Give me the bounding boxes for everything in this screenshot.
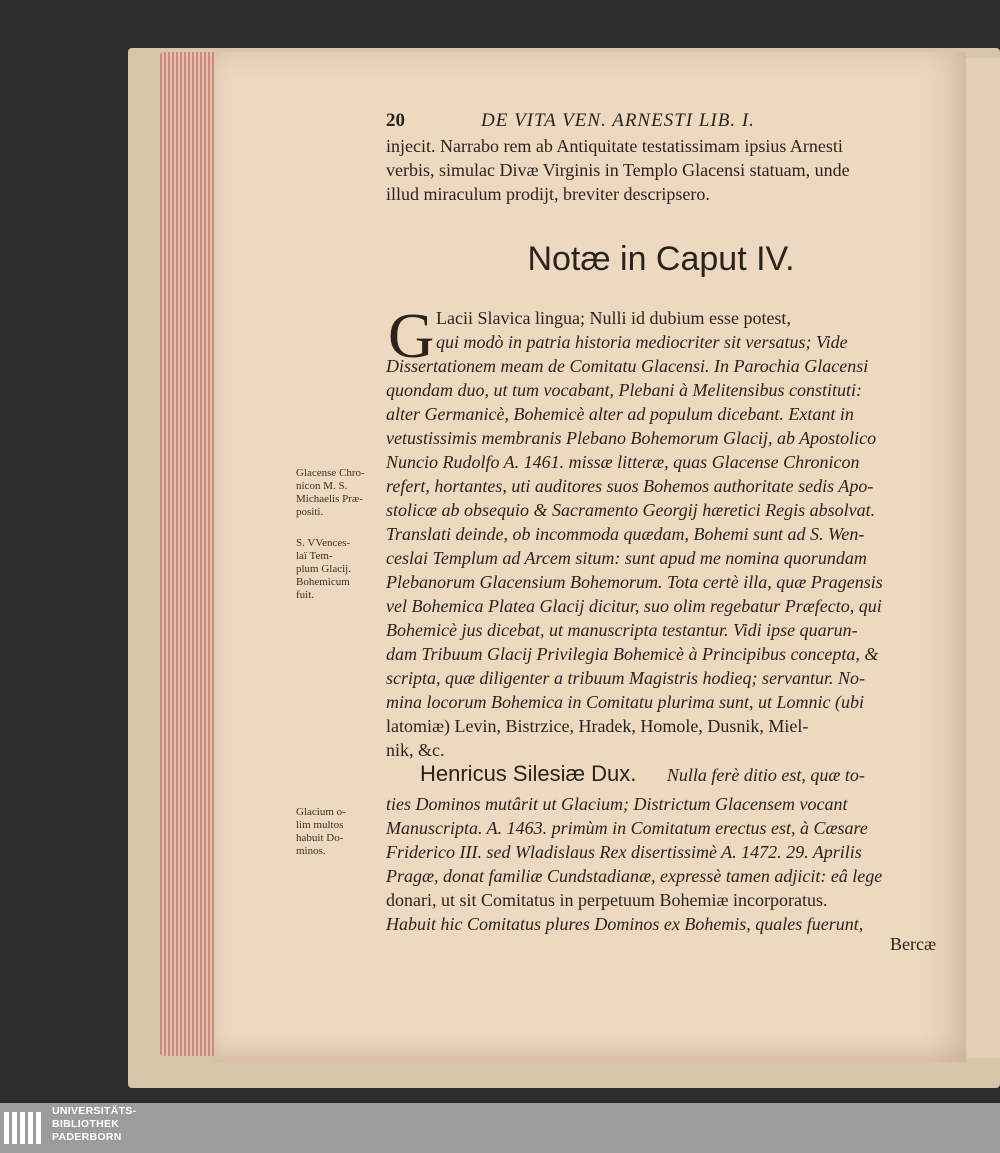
drop-cap: G [388,300,435,371]
page-edges [160,52,220,1056]
body-line: vetustissimis membranis Plebano Bohemorum Glacij, ab Apostolico [386,428,877,448]
body-line: Dissertationem meam de Comitatu Glacensi. In Parochia Glacensi [386,356,869,376]
catchword: Bercæ [890,934,936,954]
margin-note [296,537,378,602]
body-line: ceslai Templum ad Arcem situm: sunt apud me nomina quorundam [386,548,867,568]
body-line: scripta, quæ diligenter a tribuum Magistris hodieq; servantur. No- [386,668,865,688]
margin-line: S. VVences- [296,537,351,549]
intro-line: injecit. Narrabo rem ab Antiquitate testatissimam ipsius Arnesti [386,136,843,156]
intro-line: illud miraculum prodijt, breviter descripsero. [386,184,710,204]
subsection-lead: Nulla ferè ditio est, quæ to- [666,765,865,785]
body-line: nik, &c. [386,740,445,760]
library-logo-icon [4,1112,48,1144]
library-footer [0,1103,1000,1153]
margin-line: plum Glacij. [296,563,351,575]
body-line: mina locorum Bohemica in Comitatu plurima sunt, ut Lomnic (ubi [386,692,864,712]
margin-line: habuit Do- [296,832,344,844]
library-name-line: UNIVERSITÄTS- [52,1105,137,1117]
body-line: Translati deinde, ob incommoda quædam, Bohemi sunt ad S. Wen- [386,524,865,544]
body-line: stolicæ ab obsequio & Sacramento Georgij hæretici Regis absolvat. [386,500,876,520]
body-line: Manuscripta. A. 1463. primùm in Comitatum erectus est, à Cæsare [386,818,868,838]
section-heading: Notæ in Caput IV. [527,240,795,278]
body-line: refert, hortantes, uti auditores suos Bohemos authoritate sedis Apo- [386,476,874,496]
intro-line: verbis, simulac Divæ Virginis in Templo Glacensi statuam, unde [386,160,850,180]
body-line: qui modò in patria historia mediocriter sit versatus; Vide [436,332,848,352]
subsection-heading: Henricus Silesiæ Dux. [420,761,637,786]
subsection-line [420,762,936,787]
body-line: donari, ut sit Comitatus in perpetuum Bohemiæ incorporatus. [386,890,828,910]
running-head-title: DE VITA VEN. ARNESTI LIB. I. [481,110,755,131]
margin-line: lim multos [296,819,344,831]
margin-line: nicon M. S. [296,480,348,492]
margin-line: Glacium o- [296,806,346,818]
body-line: Pragæ, donat familiæ Cundstadianæ, expressè tamen adjicit: eâ lege [386,866,883,886]
margin-line: Michaelis Præ- [296,493,363,505]
body-line: Friderico III. sed Wladislaus Rex disertissimè A. 1472. 29. Aprilis [386,842,862,862]
margin-line: laï Tem- [296,550,333,562]
library-name [52,1105,136,1144]
margin-line: minos. [296,845,326,857]
body-line: latomiæ) Levin, Bistrzice, Hradek, Homole, Dusnik, Miel- [386,716,809,736]
page-number: 20 [386,110,405,131]
body-line: vel Bohemica Platea Glacij dicitur, suo olim regebatur Præfecto, qui [386,596,882,616]
body-line: dam Tribuum Glacij Privilegia Bohemicè à Principibus concepta, & [386,644,879,664]
library-name-line: BIBLIOTHEK [52,1118,120,1130]
body-line: Lacii Slavica lingua; Nulli id dubium esse potest, [436,308,791,328]
margin-note [296,467,378,519]
margin-line: positi. [296,506,324,518]
margin-line: fuit. [296,589,315,601]
facing-page-edge [966,58,1000,1058]
body-line: Plebanorum Glacensium Bohemorum. Tota certè illa, quæ Pragensis [386,572,883,592]
body-line: Habuit hic Comitatus plures Dominos ex Bohemis, quales fuerunt, [386,914,864,934]
running-header [386,110,936,134]
body-line: Bohemicè jus dicebat, ut manuscripta testantur. Vidi ipse quarun- [386,620,858,640]
body-line: alter Germanicè, Bohemicè alter ad populum dicebant. Extant in [386,404,854,424]
margin-note [296,806,378,858]
margin-line: Glacense Chro- [296,467,365,479]
library-name-line: PADERBORN [52,1131,122,1143]
body-line: quondam duo, ut tum vocabant, Plebani à Melitensibus constituti: [386,380,862,400]
body-line: ties Dominos mutârit ut Glacium; Districtum Glacensem vocant [386,794,848,814]
margin-line: Bohemicum [296,576,350,588]
body-line: Nuncio Rudolfo A. 1461. missæ litteræ, quas Glacense Chronicon [386,452,860,472]
